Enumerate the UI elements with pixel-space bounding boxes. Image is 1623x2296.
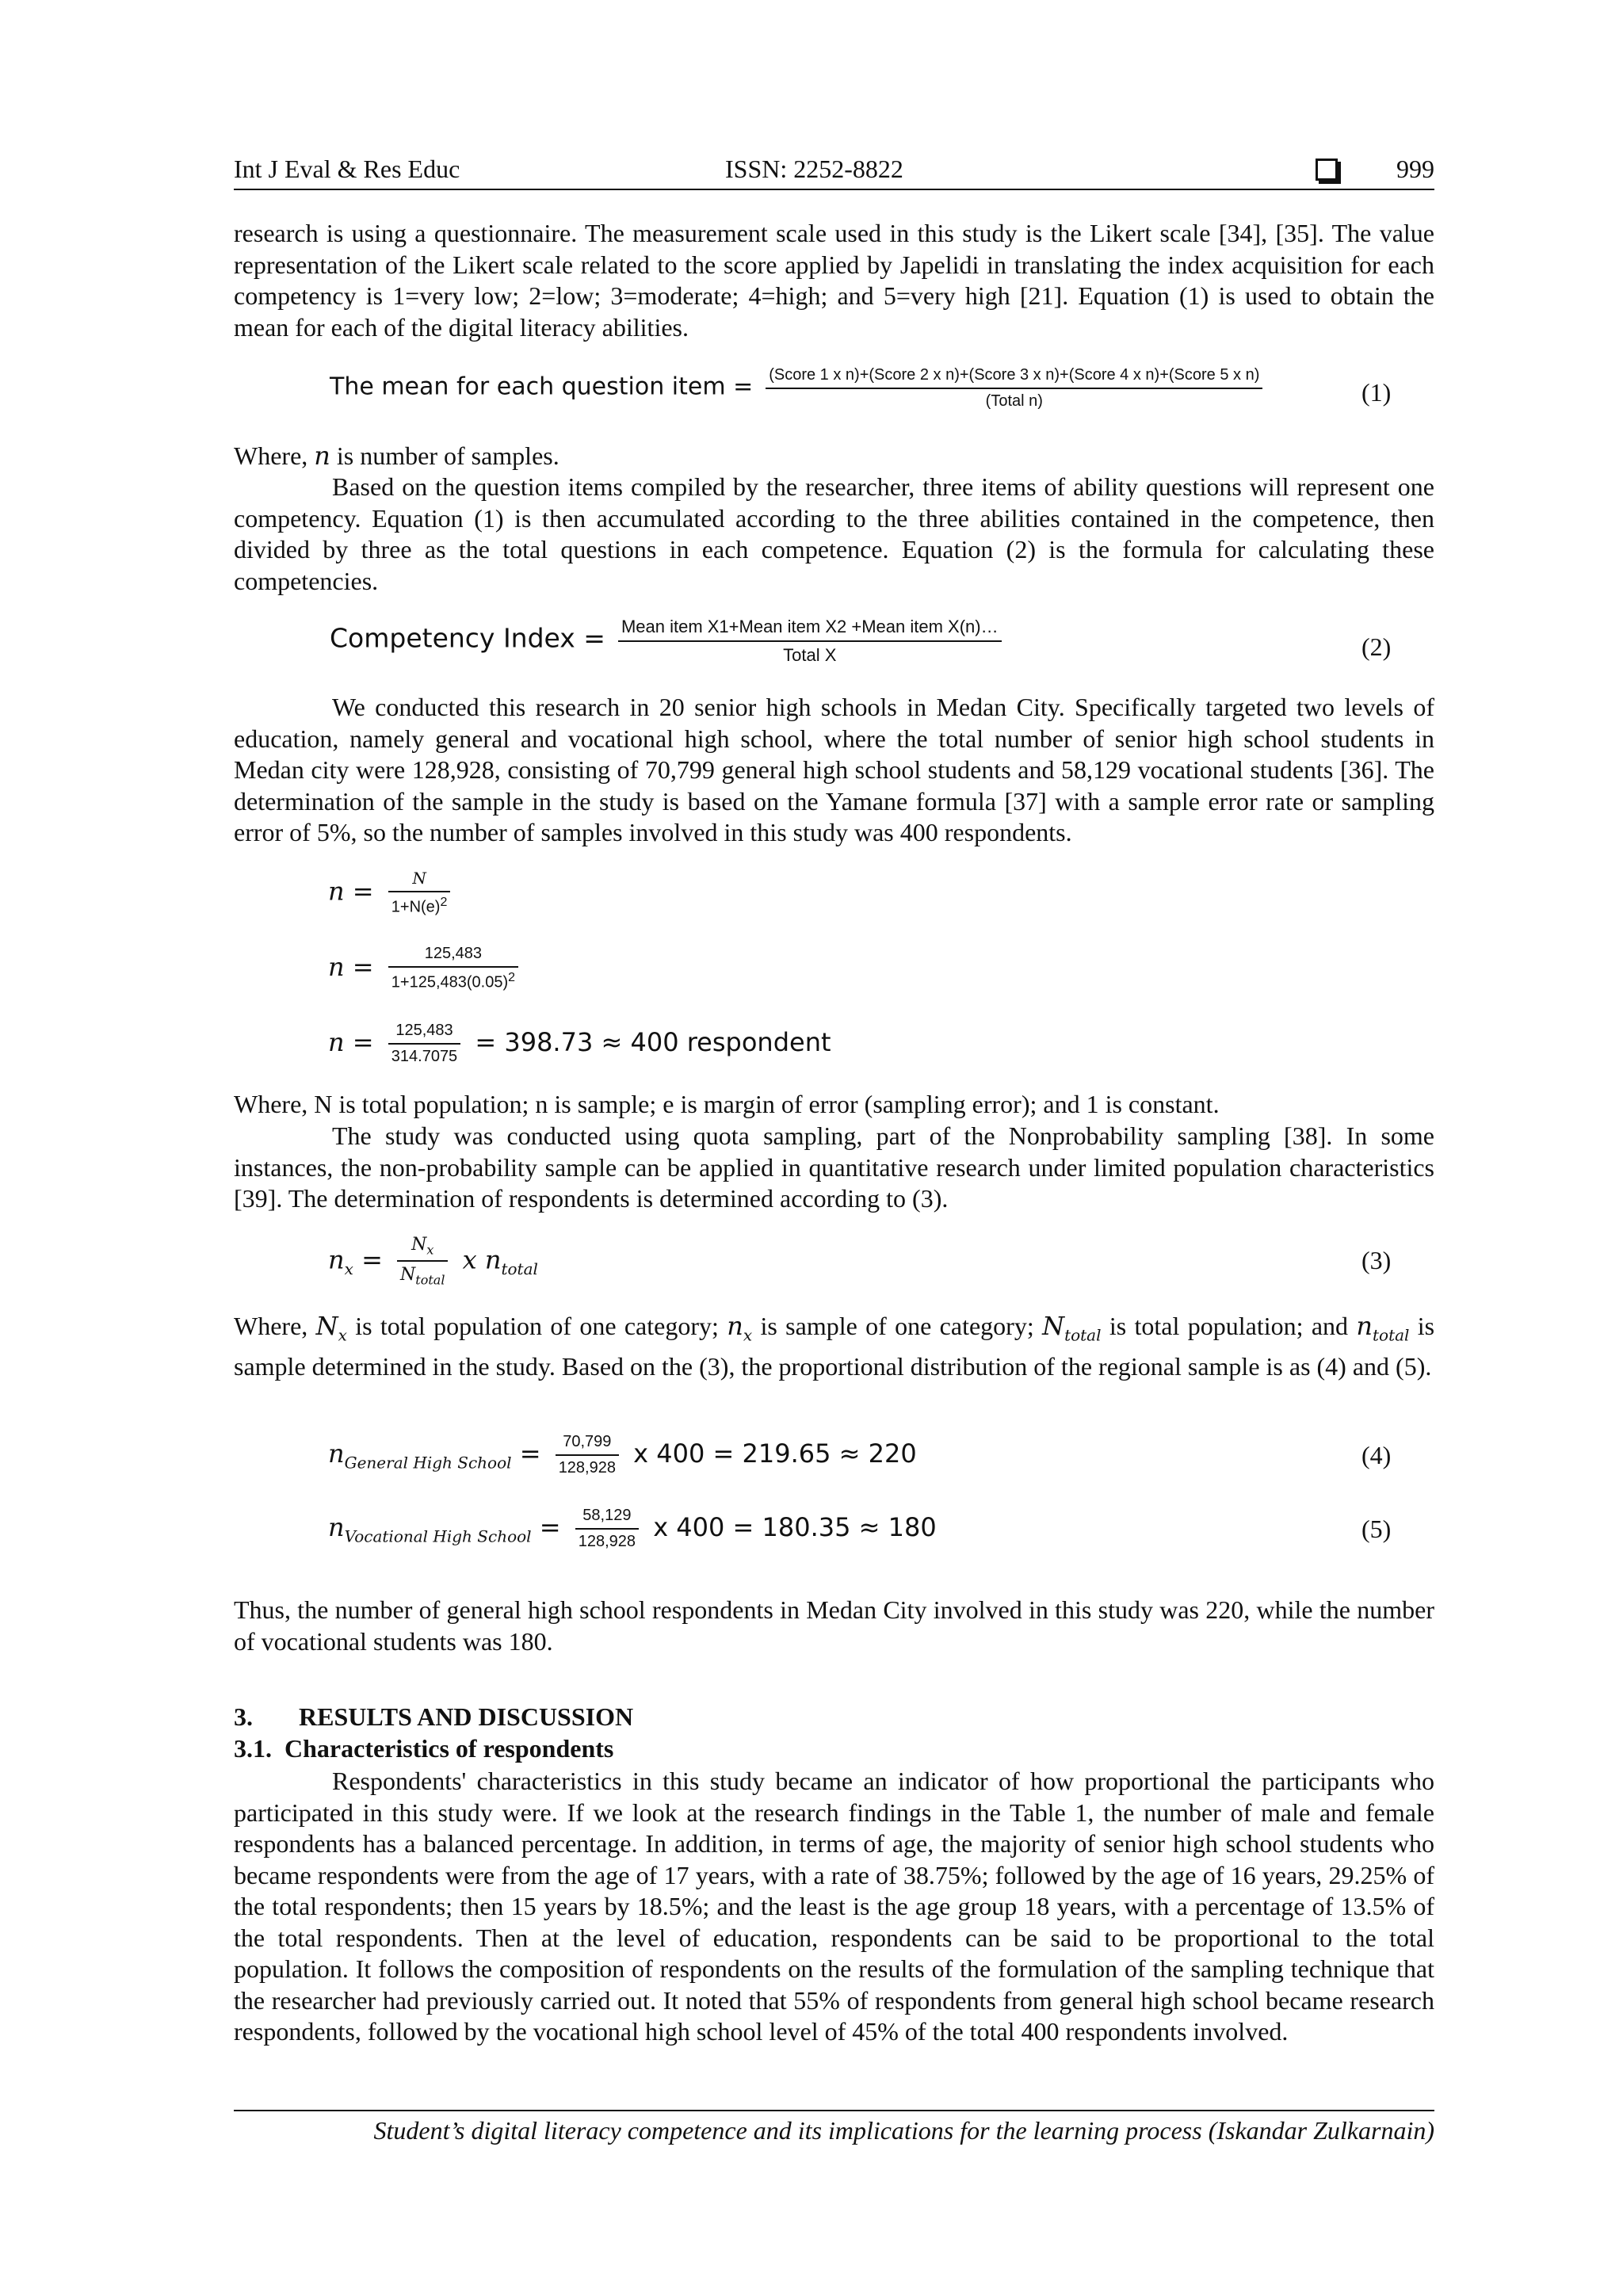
issn: ISSN: 2252-8822: [725, 155, 903, 183]
section-number: 3.: [234, 1702, 253, 1731]
eq3-den-sub: total: [415, 1272, 445, 1288]
eq5-result: x 400 = 180.35 ≈ 180: [653, 1512, 937, 1542]
where-n-suffix: is number of samples.: [336, 441, 559, 470]
eq1-numerator: (Score 1 x n)+(Score 2 x n)+(Score 3 x n)+(Score 4 x n)+(Score 5 x n): [766, 366, 1262, 389]
eq2-number: (2): [1361, 632, 1392, 661]
subsection-heading: [234, 1734, 613, 1763]
p7-d: is total population; and: [1109, 1312, 1349, 1340]
paragraph-competency: Based on the question items compiled by the researcher, three items of ability questions will represent one competency. Equation (1) is then accumulated according to the three abilities contained in the competence, then divided by three as the total questions in each competence. Equation (2) is the formula for calculating these competencies.: [234, 472, 1434, 595]
yamane1-lhs: n =: [328, 876, 374, 907]
yamane-result: [328, 1022, 831, 1066]
equation-5: $n_{Vocational High School}$ = $\frac{58,129}{128,928}$ x 400 = 180.35 ≈ 180: [328, 1507, 937, 1550]
eq5-fraction: [575, 1507, 639, 1551]
yamane2-denominator: $1+125,483(0.05)^2$: [391, 971, 516, 991]
where-n-var: n: [314, 441, 330, 471]
paragraph-where-Nx: [234, 1311, 1434, 1382]
yamane3-numerator: 125,483: [388, 1022, 460, 1045]
sym-Nx: N: [315, 1311, 338, 1341]
yamane3-result: = 398.73 ≈ 400 respondent: [475, 1027, 831, 1057]
eq1-label: The mean for each question item =: [330, 372, 754, 401]
eq1-denominator: (Total n): [985, 392, 1043, 410]
sym-Ntotal-sub: total: [1064, 1325, 1102, 1345]
eq3-den: N: [400, 1265, 416, 1286]
eq2-denominator: Total X: [783, 645, 837, 665]
journal-name: Int J Eval & Res Educ: [234, 155, 460, 183]
header-rule: [234, 189, 1434, 190]
equation-2: [330, 617, 1008, 666]
eq3-number: (3): [1361, 1246, 1392, 1274]
eq5-number: (5): [1361, 1515, 1392, 1543]
paragraph-likert: research is using a questionnaire. The measurement scale used in this study is the Likert scale [34], [35]. The value representation of the Likert scale related to the score applied by Japelidi in translating the index acquisition for each competency is 1=very low; 2=low; 3=moderate; 4=high; and 5=very high [21]. Equation (1) is used to obtain the mean for each of the digital literacy abilities.: [234, 219, 1434, 342]
eq2-numerator: Mean item X1+Mean item X2 +Mean item X(n)…: [618, 617, 1002, 642]
yamane3-denominator: 314.7075: [391, 1048, 458, 1065]
eq3-times-sub: total: [501, 1259, 538, 1278]
eq4-denominator: 128,928: [558, 1459, 616, 1477]
page-number: 999: [1396, 155, 1434, 183]
p7-b: is total population of one category;: [355, 1312, 719, 1340]
eq4-numerator: 70,799: [556, 1433, 619, 1456]
eq5-denominator: 128,928: [578, 1533, 636, 1550]
yamane-substituted: [328, 945, 525, 992]
equation-3: $n_x$ = $\frac{N_x}{N_{total}}$ x $n_{total}$: [328, 1235, 538, 1288]
eq4-lhs: n: [328, 1438, 345, 1469]
eq4-lhs-sub: General High School: [344, 1453, 512, 1473]
footer-rule: [234, 2110, 1434, 2111]
sym-nx: n: [727, 1311, 743, 1341]
subsection-title: Characteristics of respondents: [285, 1734, 614, 1763]
sym-Nx-sub: x: [338, 1325, 347, 1345]
sym-ntotal-sub: total: [1372, 1325, 1410, 1345]
where-n-prefix: Where,: [234, 441, 308, 470]
eq5-numerator: 58,129: [575, 1507, 639, 1530]
square-box-icon: [1316, 159, 1338, 181]
eq1-number: (1): [1361, 378, 1392, 407]
subsection-number: 3.1.: [234, 1734, 272, 1763]
section-title: RESULTS AND DISCUSSION: [299, 1702, 634, 1731]
eq3-times: x n: [462, 1244, 502, 1275]
yamane3-lhs: n =: [328, 1027, 374, 1057]
p7-c: is sample of one category;: [760, 1312, 1034, 1340]
eq1-fraction: [766, 366, 1262, 411]
p7-e: is sample determined in the study. Based on the (3), the proportional distribution of the regional sample is as (4) and (5).: [234, 1312, 1435, 1381]
equation-1: [330, 366, 1269, 411]
section-heading: [234, 1702, 633, 1732]
running-footer: Student’s digital literacy competence and its implications for the learning process (Iskandar Zulkarnain): [373, 2116, 1434, 2145]
running-header: [234, 155, 1434, 191]
eq3-num-sub: x: [426, 1242, 434, 1258]
sym-nx-sub: x: [743, 1325, 753, 1345]
sym-ntotal: n: [1356, 1311, 1373, 1341]
p7-a: Where,: [234, 1312, 308, 1340]
eq4-number: (4): [1361, 1441, 1392, 1469]
paragraph-sample: We conducted this research in 20 senior high schools in Medan City. Specifically targeted two levels of education, namely general and vocational high school, where the total number of senior high school students in Medan city were 128,928, consisting of 70,799 general high school students and 58,129 vocational students [36]. The determination of the sample in the study is based on the Yamane formula [37] with a sample error rate or sampling error of 5%, so the number of samples involved in this study was 400 respondents.: [234, 693, 1434, 846]
eq5-lhs-sub: Vocational High School: [344, 1526, 532, 1546]
paragraph-where-n: [234, 441, 1434, 472]
equation-4: $n_{General High School}$ = $\frac{70,799}{128,928}$ x 400 = 219.65 ≈ 220: [328, 1433, 917, 1477]
eq2-fraction: [618, 617, 1002, 666]
eq3-num: N: [411, 1235, 427, 1255]
eq3-lhs-sub: x: [344, 1259, 353, 1278]
paragraph-quota: The study was conducted using quota sampling, part of the Nonprobability sampling [38]. In some instances, the non-probability sample can be applied in quantitative research under limited population characteristics [39]. The determination of respondents is determined according to (3).: [234, 1121, 1434, 1213]
paragraph-thus: Thus, the number of general high school respondents in Medan City involved in this study was 220, while the number of vocational students was 180.: [234, 1595, 1434, 1656]
yamane1-numerator: N: [388, 869, 451, 892]
sym-Ntotal: N: [1042, 1311, 1065, 1341]
yamane1-fraction: [388, 869, 451, 917]
eq3-fraction: [397, 1235, 448, 1288]
eq5-lhs: n: [328, 1512, 345, 1542]
yamane1-denominator: $1+N(e)^2$: [391, 896, 448, 916]
yamane2-numerator: 125,483: [388, 945, 518, 968]
yamane-formula: [328, 869, 456, 917]
paragraph-where-N: Where, N is total population; n is sample; e is margin of error (sampling error); and 1 is constant.: [234, 1090, 1220, 1118]
eq4-fraction: [556, 1433, 619, 1477]
paragraph-characteristics: Respondents' characteristics in this study became an indicator of how proportional the participants who participated in this study were. If we look at the research findings in the Table 1, the number of male and female respondents has a balanced percentage. In addition, in terms of age, the majority of senior high school students who became respondents were from the age of 17 years, with a rate of 38.75%; followed by the age of 16 years, 29.25% of the total respondents; then 15 years by 18.5%; and the least is the age group 18 years, with a percentage of 13.5% of the total respondents. Then at the level of education, respondents can be said to be proportional to the total population. It follows the composition of respondents on the results of the formulation of the sampling technique that the researcher had previously carried out. It noted that 55% of respondents from general high school became research respondents, followed by the vocational high school level of 45% of the total 400 respondents involved.: [234, 1767, 1434, 2046]
eq2-label: Competency Index =: [330, 622, 605, 654]
yamane3-fraction: [388, 1022, 460, 1066]
eq4-result: x 400 = 219.65 ≈ 220: [633, 1438, 917, 1469]
yamane2-lhs: n =: [328, 951, 374, 982]
eq3-lhs: n: [328, 1244, 345, 1275]
yamane2-fraction: [388, 945, 518, 992]
